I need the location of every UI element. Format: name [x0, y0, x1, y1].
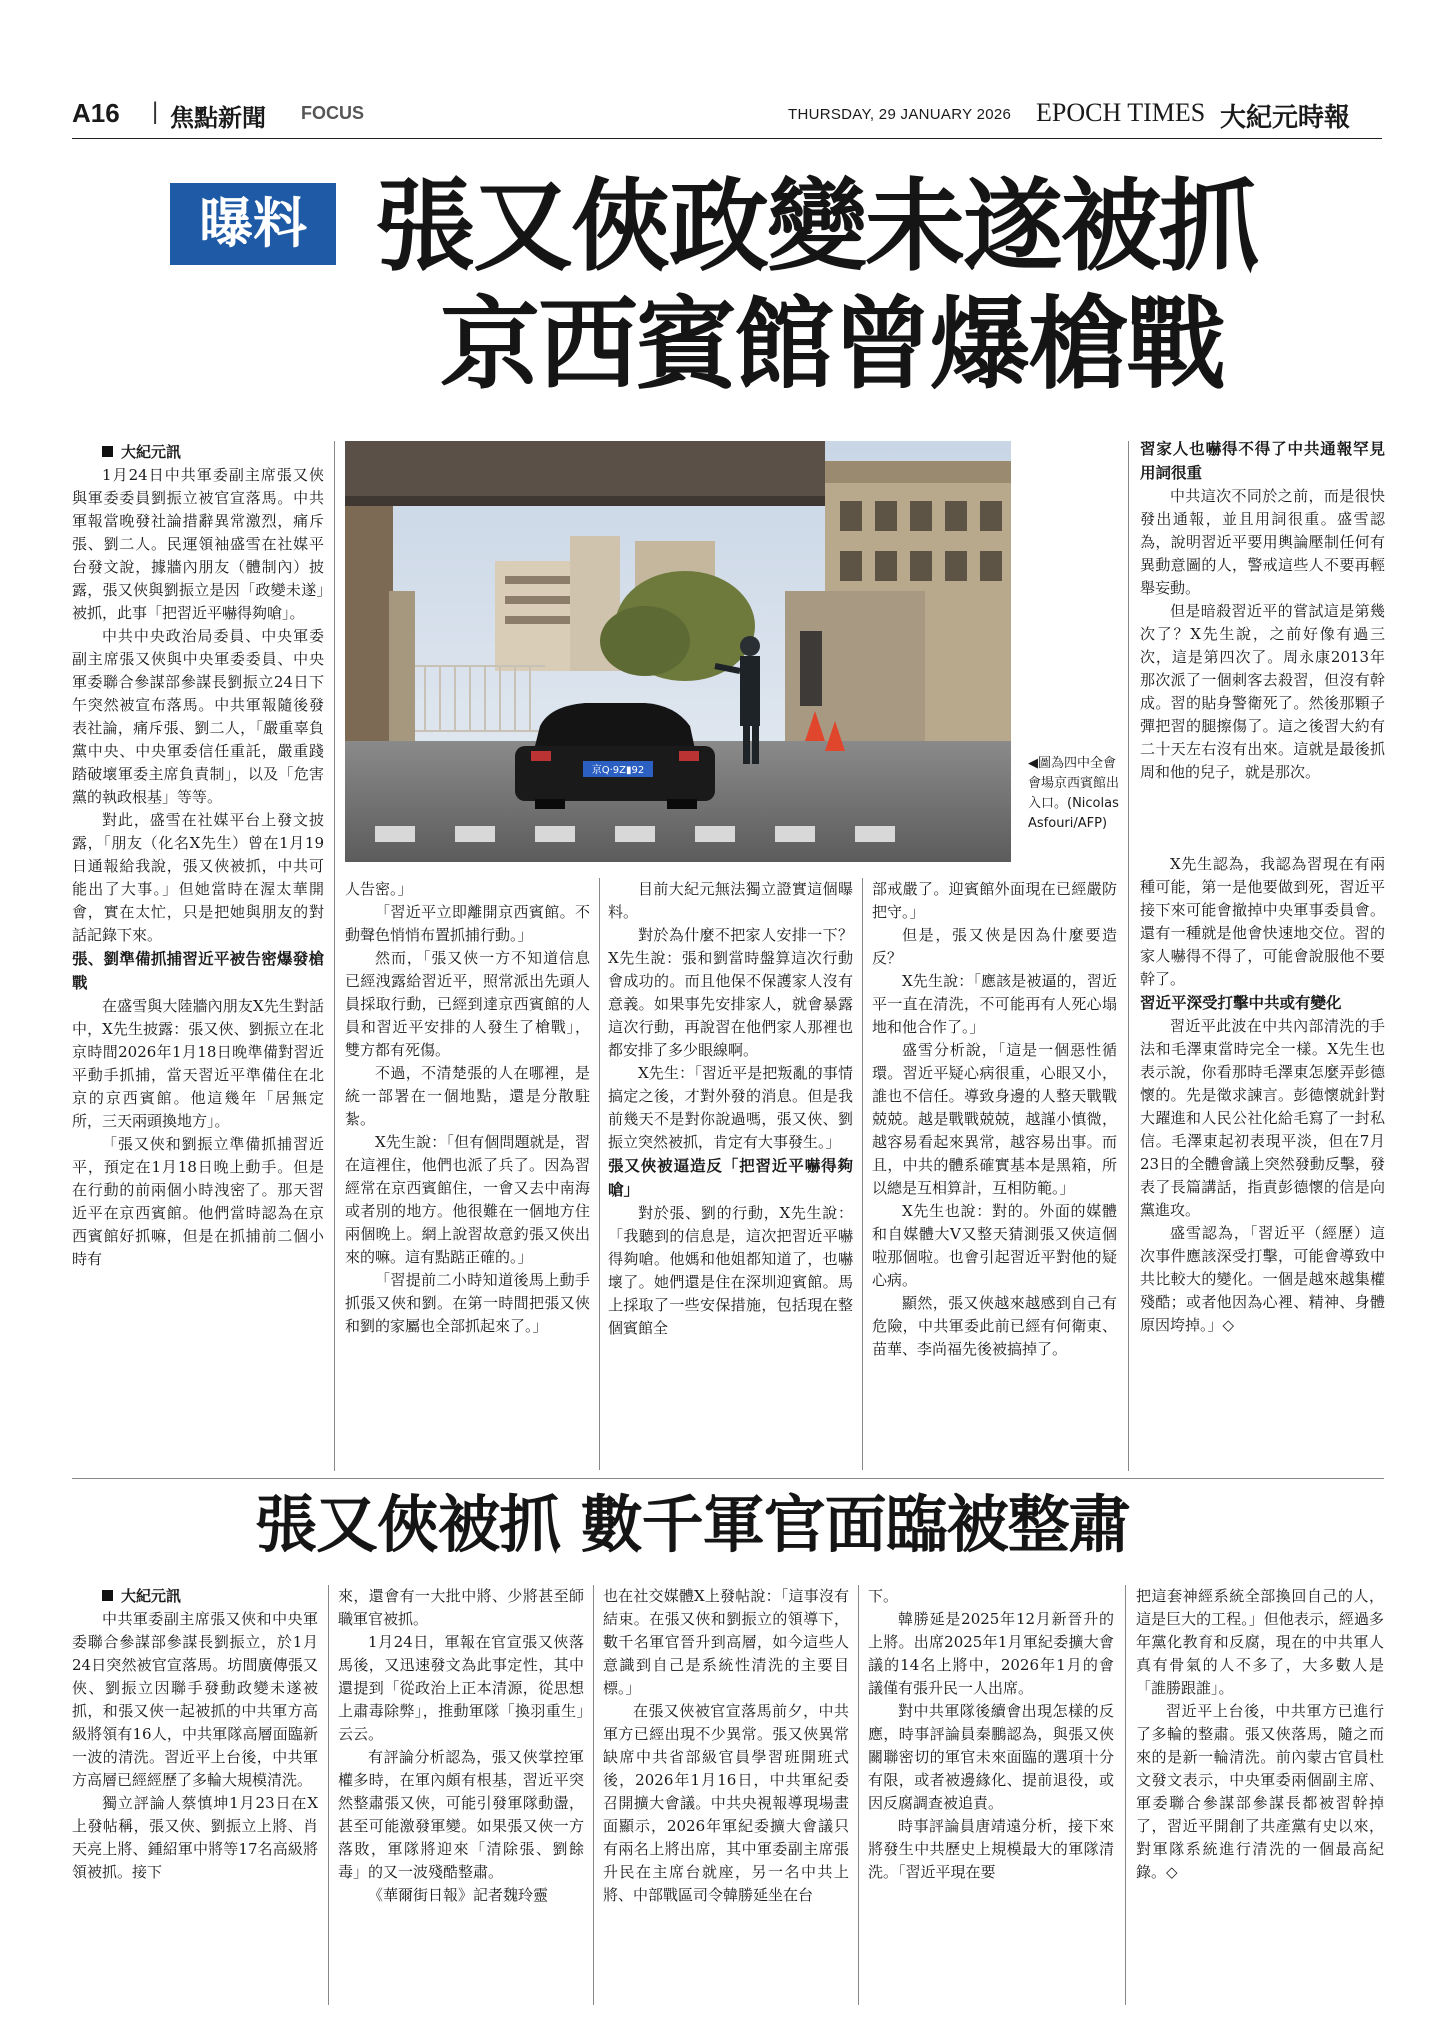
article1-col2-paragraphs	[345, 878, 590, 1338]
paragraph: X先生認為，我認為習現在有兩種可能，第一是他要做到死，習近平接下來可能會撤掉中央軍事委員會。還有一種就是他會快速地交位。習的家人嚇得不得了，可能會說服他不要幹了。	[1140, 855, 1385, 988]
header-rule	[72, 138, 1382, 139]
paragraph: 在盛雪與大陸牆內朋友X先生對話中，X先生披露：張又俠、劉振立在北京時間2026年1月18日晚準備對習近平動手抓捕，當天習近平準備住在北京的京西賓館。他這幾年「居無定所，三天兩頭換地方」。	[72, 997, 324, 1130]
paragraph: X先生說：「應該是被逼的，習近平一直在清洗，不可能再有人死心塌地和他合作了。」	[872, 972, 1117, 1036]
paragraph: 下。	[868, 1587, 899, 1605]
paragraph: 對於為什麼不把家人安排一下？X先生說：張和劉當時盤算這次行動會成功的。而且他保不保護家人沒有意義。如果事先安排家人，就會暴露這次行動，再說習在他們家人那裡也都安排了多少眼線啊。	[608, 926, 853, 1059]
header-separator: |	[152, 98, 159, 125]
photo-caption: ◀圖為四中全會會場京西賓館出入口。(Nicolas Asfouri/AFP)	[1028, 756, 1120, 831]
column-rule	[1125, 1585, 1126, 2005]
paragraph: 把這套神經系統全部換回自己的人，這是巨大的工程。」但他表示，經過多年黨化教育和反腐，現在的中共軍人真有骨氣的人不多了，大多數人是「誰勝跟誰」。	[1136, 1587, 1384, 1697]
article1-column-3	[608, 878, 853, 1340]
paragraph: 目前大紀元無法獨立證實這個曝料。	[608, 880, 853, 921]
column-rule	[593, 1585, 594, 2005]
article2-col5-paragraphs	[1136, 1585, 1384, 1884]
paragraph: 1月24日中共軍委副主席張又俠與軍委委員劉振立被官宣落馬。中共軍報當晚發社論措辭異常激烈，痛斥張、劉二人。民運領袖盛雪在社媒平台發文說，據牆內朋友（體制內）披露，張又俠與劉振立是因「政變未遂」被抓，此事「把習近平嚇得夠嗆」。	[72, 466, 324, 622]
article1-byline: 大紀元訊	[72, 441, 324, 464]
paragraph: 「習提前二小時知道後馬上動手抓張又俠和劉。在第一時間把張又俠和劉的家屬也全部抓起來了。」	[345, 1271, 590, 1335]
article1-column-2	[345, 878, 590, 1338]
paragraph: 部戒嚴了。迎賓館外面現在已經嚴防把守。」	[872, 880, 1117, 921]
paragraph: 也在社交媒體X上發帖說：「這事沒有結束。在張又俠和劉振立的領導下，數千名軍官晉升到高層，如今這些人意識到自己是系統性清洗的主要目標。」	[603, 1587, 849, 1697]
paragraph: 盛雪分析說，「這是一個惡性循環。習近平疑心病很重，心眼又小，誰也不信任。導致身邊的人整天戰戰兢兢。越是戰戰兢兢，越謹小慎微，越容易看起來異常，越容易出事。而且，中共的體系確實基本是黑箱，所以總是互相算計，互相防範。」	[872, 1041, 1117, 1197]
page-number: A16	[72, 98, 120, 128]
article1-column-4	[872, 878, 1117, 1361]
paragraph: 對此，盛雪在社媒平台上發文披露，「朋友（化名X先生）曾在1月19日通報給我說，張又俠被抓，中共可能出了大事。」但她當時在渥太華開會，實在太忙，只是把她與朋友的對話記錄下來。	[72, 811, 324, 944]
paragraph: 「張又俠和劉振立準備抓捕習近平，預定在1月18日晚上動手。但是在行動的前兩個小時洩密了。那天習近平在京西賓館。他們當時認為在京西賓館好抓嘛，但是在抓捕前二個小時有	[72, 1135, 324, 1268]
paragraph: 習近平上台後，中共軍方已進行了多輪的整肅。張又俠落馬，隨之而來的是新一輪清洗。前內蒙古官員杜文發文表示，中央軍委兩個副主席、軍委聯合參謀部參謀長都被習幹掉了，習近平開創了共產黨有史以來，對軍隊系統進行清洗的一個最高紀錄。◇	[1136, 1702, 1384, 1881]
paragraph: 來，還會有一大批中將、少將甚至師職軍官被抓。	[338, 1587, 584, 1628]
article2-column-4	[868, 1585, 1114, 1884]
section-divider-rule	[72, 1478, 1384, 1479]
exposure-badge: 曝料	[170, 183, 336, 265]
masthead-chinese: 大紀元時報	[1220, 103, 1351, 133]
article2-column-5	[1136, 1585, 1384, 1884]
subheading: 習家人也嚇得不得了中共通報罕見用詞很重	[1140, 440, 1385, 482]
article1-column-5-top	[1140, 437, 1385, 784]
dateline: THURSDAY, 29 JANUARY 2026	[788, 106, 1012, 123]
paragraph: X先生也說：對的。外面的媒體和自媒體大V又整天猜測張又俠這個啦那個啦。也會引起習近平對他的疑心病。	[872, 1202, 1117, 1289]
main-headline-line2: 京西賓館曾爆槍戰	[440, 286, 1224, 403]
article1-col5-bottom-paragraphs	[1140, 853, 1385, 1337]
article1-col4-paragraphs	[872, 878, 1117, 1361]
subheading: 張又俠被逼造反「把習近平嚇得夠嗆」	[608, 1157, 853, 1199]
column-rule	[599, 878, 600, 1470]
article2-col1-paragraphs	[72, 1608, 318, 1884]
column-rule	[1128, 441, 1129, 1471]
paragraph: 獨立評論人蔡慎坤1月23日在X上發帖稱，張又俠、劉振立上將、肖天亮上將、鍾紹軍中將等17名高級將領被抓。接下	[72, 1794, 318, 1881]
photo-image	[345, 441, 1011, 862]
paragraph: 人告密。」	[345, 880, 413, 898]
article2-byline: 大紀元訊	[72, 1585, 318, 1608]
section-title-cn: 焦點新聞	[170, 104, 266, 132]
paragraph: X先生說：「但有個問題就是，習在這裡住，他們也派了兵了。因為習經常在京西賓館住，一會又去中南海或者別的地方。他很難在一個地方住兩個晚上。網上說習故意釣張又俠出來的嘛。這有點踮正確的。」	[345, 1133, 590, 1266]
paragraph: X先生：「習近平是把叛亂的事情搞定之後，才對外發的消息。但是我前幾天不是對你說過嗎，張又俠、劉振立突然被抓，肯定有大事發生。」	[608, 1064, 853, 1151]
byline-square-icon	[102, 1590, 113, 1601]
byline-square-icon	[102, 446, 113, 457]
paragraph: 然而，「張又俠一方不知道信息已經洩露給習近平，照常派出先頭人員採取行動，已經到達京西賓館的人員和習近平安排的人發生了槍戰」，雙方都有死傷。	[345, 949, 590, 1059]
column-rule	[858, 1585, 859, 2005]
article1-col3-paragraphs	[608, 878, 853, 1340]
paragraph: 中共中央政治局委員、中央軍委副主席張又俠與中央軍委委員、中央軍委聯合參謀部參謀長劉振立24日下午突然被宣布落馬。中共軍報隨後發表社論，痛斥張、劉二人，「嚴重辜負黨中央、中央軍委信任重託，嚴重踐踏破壞軍委主席負責制」，以及「危害黨的執政根基」等等。	[72, 627, 324, 806]
article1-col1-bottom-paragraphs	[72, 995, 324, 1271]
paragraph: 韓勝延是2025年12月新晉升的上將。出席2025年1月軍紀委擴大會議的14名上將中，2026年1月的會議僅有張升民一人出席。	[868, 1610, 1114, 1697]
article2-col2-paragraphs	[338, 1585, 584, 1907]
paragraph: 不過，不清楚張的人在哪裡，是統一部署在一個地點，還是分散駐紮。	[345, 1064, 590, 1128]
paragraph: 但是，張又俠是因為什麼要造反？	[872, 926, 1117, 967]
section-title-en: FOCUS	[301, 103, 364, 123]
paragraph: 對中共軍隊後續會出現怎樣的反應，時事評論員秦鵬認為，與張又俠關聯密切的軍官未來面臨的選項十分有限，或者被邊緣化、提前退役，或因反腐調查被追責。	[868, 1702, 1114, 1812]
main-headline-line1: 張又俠政變未遂被抓	[375, 168, 1257, 285]
column-rule	[328, 1585, 329, 2005]
article1-column-1	[72, 441, 324, 1271]
paragraph: 中共這次不同於之前，而是很快發出通報，並且用詞很重。盛雪認為，說明習近平要用輿論壓制任何有異動意圖的人，警戒這些人不要再輕舉妄動。	[1140, 487, 1385, 597]
paragraph: 有評論分析認為，張又俠掌控軍權多時，在軍內頗有根基，習近平突然整肅張又俠，可能引發軍隊動盪，甚至可能激發軍變。如果張又俠一方落敗，軍隊將迎來「清除張、劉餘毒」的又一波殘酷整肅。	[338, 1748, 584, 1881]
article1-column-5-bottom	[1140, 853, 1385, 1337]
article1-col5-top-paragraphs	[1140, 437, 1385, 784]
column-rule	[334, 441, 335, 1471]
kingwest-hotel-photo	[345, 441, 1011, 862]
paragraph: 但是暗殺習近平的嘗試這是第幾次了？X先生說，之前好像有過三次，這是第四次了。周永康2013年那次派了一個刺客去殺習，但沒有幹成。習的貼身警衛死了。然後那顆子彈把習的腿擦傷了。這之後習大約有二十天左右沒有出來。這就是最後抓周和他的兒子，就是那次。	[1140, 602, 1385, 781]
article1-col1-top-paragraphs	[72, 464, 324, 947]
paragraph: 《華爾街日報》記者魏玲靈	[368, 1886, 549, 1904]
article2-column-1	[72, 1585, 318, 1884]
second-headline: 張又俠被抓 數千軍官面臨被整肅	[255, 1488, 1130, 1561]
paragraph: 盛雪認為，「習近平（經歷）這次事件應該深受打擊，可能會導致中共比較大的變化。一個是越來越集權殘酷；或者他因為心裡、精神、身體原因垮掉。」◇	[1140, 1224, 1385, 1334]
article2-col4-paragraphs	[868, 1585, 1114, 1884]
paragraph: 顯然，張又俠越來越感到自己有危險，中共軍委此前已經有何衛東、苗華、李尚福先後被搞掉了。	[872, 1294, 1117, 1358]
article2-col3-paragraphs	[603, 1585, 849, 1907]
paragraph: 習近平此波在中共內部清洗的手法和毛澤東當時完全一樣。X先生也表示說，你看那時毛澤東怎麼弄彭德懷的。先是徵求諫言。彭德懷就針對大躍進和人民公社化給毛寫了一封私信。毛澤東起初表現平淡，但在7月23日的全體會議上突然發動反擊，發表了長篇講話，指責彭德懷的信是向黨進攻。	[1140, 1017, 1385, 1219]
masthead-english: EPOCH TIMES	[1036, 98, 1206, 127]
article2-column-2	[338, 1585, 584, 1907]
paragraph: 時事評論員唐靖遠分析，接下來將發生中共歷史上規模最大的軍隊清洗。「習近平現在要	[868, 1817, 1114, 1881]
license-plate-text: 京Q·9Z▮92	[591, 765, 645, 776]
paragraph: 1月24日，軍報在官宣張又俠落馬後，又迅速發文為此事定性，其中還提到「從政治上正本清源，從思想上肅毒除弊」，推動軍隊「換羽重生」云云。	[338, 1633, 584, 1743]
paragraph: 「習近平立即離開京西賓館。不動聲色悄悄布置抓捕行動。」	[345, 903, 590, 944]
paragraph: 對於張、劉的行動，X先生說：「我聽到的信息是，這次把習近平嚇得夠嗆。他媽和他姐都知道了，也嚇壞了。她們還是住在深圳迎賓館。馬上採取了一些安保措施，包括現在整個賓館全	[608, 1204, 853, 1337]
article1-subheading-1: 張、劉準備抓捕習近平被告密爆發槍戰	[72, 950, 324, 992]
paragraph: 在張又俠被官宣落馬前夕，中共軍方已經出現不少異常。張又俠異常缺席中共省部級官員學習班開班式後，2026年1月16日，中共軍紀委召開擴大會議。中共央視報導現場畫面顯示，2026年軍紀委擴大會議只有兩名上將出席，其中軍委副主席張升民在主席台就座，另一名中共上將、中部戰區司令韓勝延坐在台	[603, 1702, 849, 1904]
column-rule	[862, 878, 863, 1470]
subheading: 習近平深受打擊中共或有變化	[1140, 994, 1342, 1012]
paragraph: 中共軍委副主席張又俠和中央軍委聯合參謀部參謀長劉振立，於1月24日突然被官宣落馬。坊間廣傳張又俠、劉振立因聯手發動政變未遂被抓，和張又俠一起被抓的中共軍方高級將領有16人，中共軍隊高層面臨新一波的清洗。習近平上台後，中共軍方高層已經經歷了多輪大規模清洗。	[72, 1610, 318, 1789]
article2-column-3	[603, 1585, 849, 1907]
